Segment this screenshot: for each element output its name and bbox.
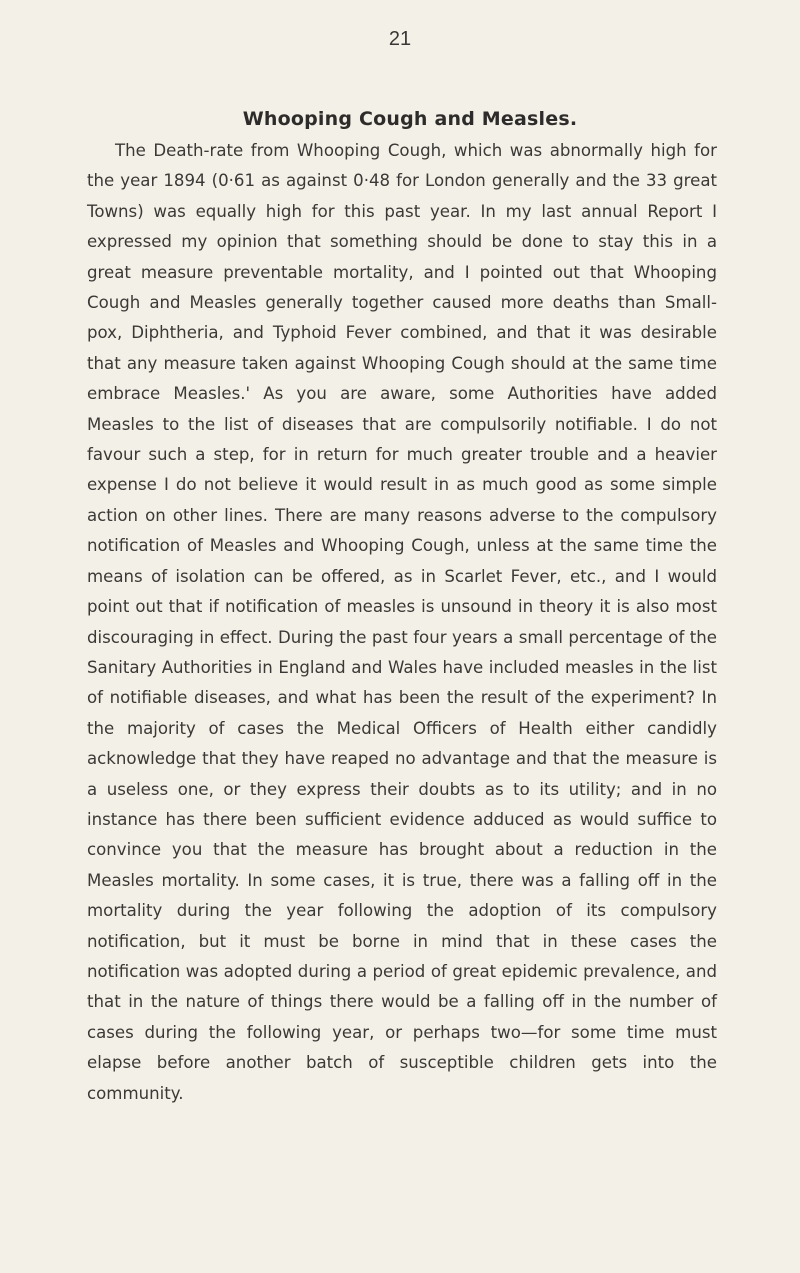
- page-number: 21: [388, 28, 412, 50]
- body-paragraph: The Death-rate from Whooping Cough, which was abnormally high for the year 1894 (0·61 as against 0·48 for London generally and the 33 great Towns) was equally high for this past year. In my last annual Report I expressed my opinion that something should be done to stay this in a great measure preventable mortality, and I pointed out that Whooping Cough and Measles generally together caused more deaths than Small-pox, Diphtheria, and Typhoid Fever combined, and that it was desirable that any measure taken against Whooping Cough should at the same time embrace Measles.' As you are aware, some Authorities have added Measles to the list of diseases that are compulsorily notifiable. I do not favour such a step, for in return for much greater trouble and a heavier expense I do not believe it would result in as much good as some simple action on other lines. There are many reasons adverse to the compulsory notification of Measles and Whooping Cough, unless at the same time the means of isolation can be offered, as in Scarlet Fever, etc., and I would point out that if notification of measles is unsound in theory it is also most discouraging in effect. During the past four years a small percentage of the Sanitary Authorities in England and Wales have included measles in the list of notifiable diseases, and what has been the result of the experiment? In the majority of cases the Medical Officers of Health either candidly acknowledge that they have reaped no advantage and that the measure is a useless one, or they express their doubts as to its utility; and in no instance has there been sufficient evidence adduced as would suffice to convince you that the measure has brought about a reduction in the Measles mortality. In some cases, it is true, there was a falling off in the mortality during the year following the adoption of its compulsory notification, but it must be borne in mind that in these cases the notification was adopted during a period of great epidemic prevalence, and that in the nature of things there would be a falling off in the number of cases during the following year, or perhaps two—for some time must elapse before another batch of susceptible children gets into the community.: [87, 141, 717, 1103]
- section-heading: Whooping Cough and Measles.: [242, 108, 578, 130]
